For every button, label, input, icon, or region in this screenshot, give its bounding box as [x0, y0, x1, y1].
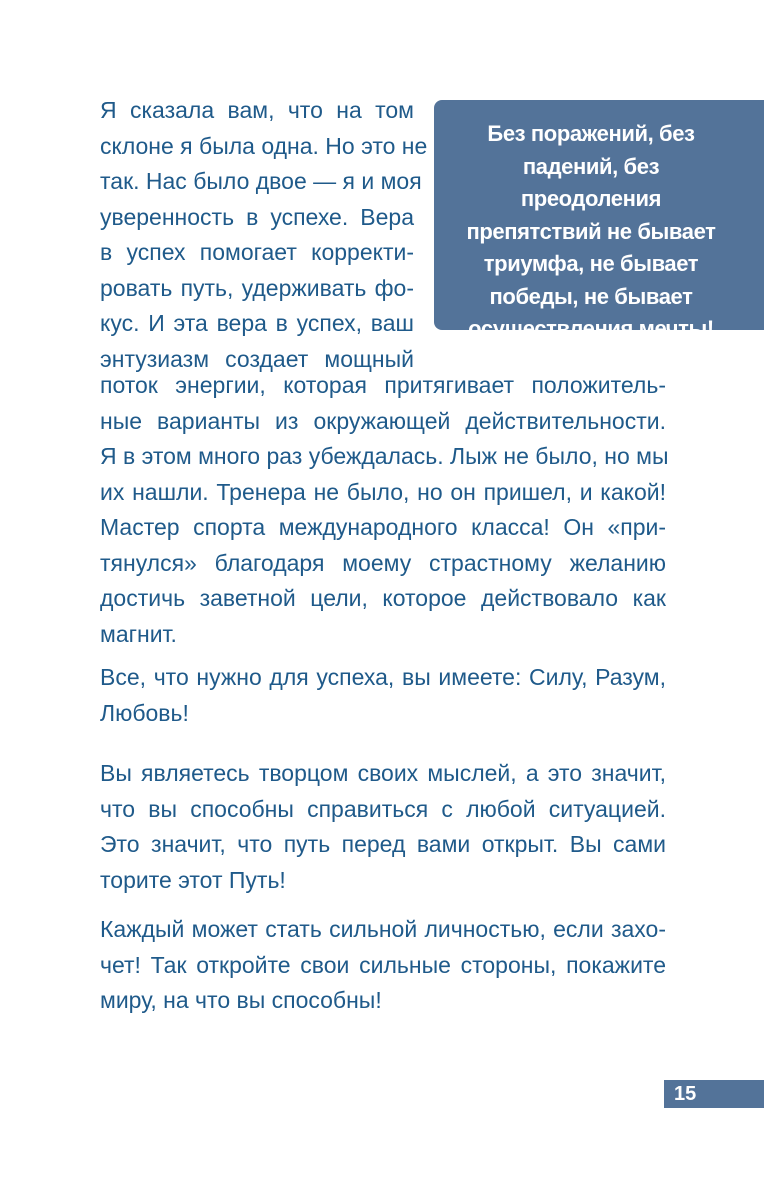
text-line: Я в этом много раз убеждалась. Лыж не было, но мы: [100, 443, 669, 469]
text-line: ные варианты из окружающей действительности.: [100, 407, 666, 434]
text-line: их нашли. Тренера не было, но он пришел, и какой!: [100, 478, 666, 505]
text-line: торите этот Путь!: [100, 866, 286, 893]
text-line: Вы являетесь творцом своих мыслей, а это значит,: [100, 760, 666, 786]
paragraph-intro-narrow: [100, 93, 428, 377]
paragraph-intro-wide: [100, 368, 669, 652]
text-line: ровать путь, удерживать фо-: [100, 274, 414, 301]
quote-callout: [434, 100, 764, 341]
text-line: Я сказала вам, что на том: [100, 97, 414, 123]
text-line: в успех помогает корректи-: [100, 239, 414, 265]
callout-line: осуществления мечты!: [468, 316, 714, 341]
callout-line: падений, без преодоления: [520, 153, 662, 211]
text-line: Все, что нужно для успеха, вы имеете: Силу, Разум,: [100, 664, 666, 690]
text-line: Мастер спорта международного класса! Он «при-: [100, 514, 666, 540]
paragraph-strong-personality: [100, 912, 666, 1019]
callout-line: препятствий не бывает: [466, 218, 716, 244]
text-line: миру, на что вы способны!: [100, 987, 382, 1013]
paragraph-creator: [100, 756, 666, 898]
text-line: кус. И эта вера в успех, ваш: [100, 310, 414, 336]
text-line: уверенность в успехе. Вера: [100, 203, 414, 230]
text-line: Любовь!: [100, 699, 189, 726]
callout-line: победы, не бывает: [489, 283, 693, 309]
paragraph-success: [100, 660, 666, 731]
callout-line: Без поражений, без: [487, 121, 695, 146]
text-line: поток энергии, которая притягивает положитель-: [100, 372, 666, 398]
page-number: 15: [664, 1080, 764, 1108]
text-line: чет! Так откройте свои сильные стороны, покажите: [100, 951, 666, 978]
text-line: магнит.: [100, 620, 177, 647]
callout-line: триумфа, не бывает: [483, 251, 699, 276]
text-line: склоне я была одна. Но это не: [100, 132, 428, 159]
text-line: так. Нас было двое — я и моя: [100, 168, 422, 194]
text-line: что вы способны справиться с любой ситуацией.: [100, 795, 666, 822]
text-line: достичь заветной цели, которое действовало как: [100, 585, 666, 611]
text-line: тянулся» благодаря моему страстному желанию: [100, 549, 666, 576]
text-line: Это значит, что путь перед вами открыт. Вы сами: [100, 831, 666, 857]
text-line: энтузиазм создает мощный: [100, 345, 414, 372]
text-line: Каждый может стать сильной личностью, если захо-: [100, 916, 666, 942]
